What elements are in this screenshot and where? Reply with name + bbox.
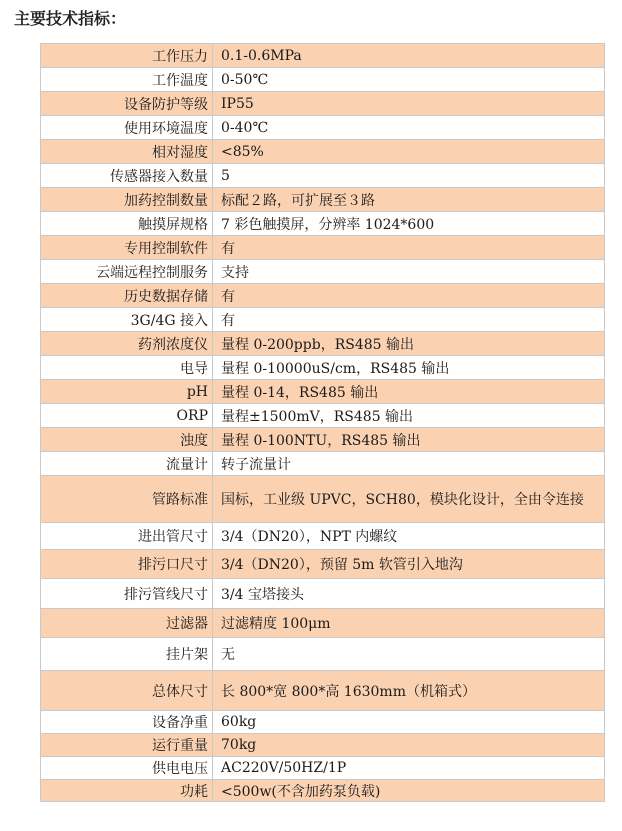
- spec-label: 使用环境温度: [41, 116, 213, 140]
- spec-label: 传感器接入数量: [41, 164, 213, 188]
- spec-label: 供电电压: [41, 757, 213, 780]
- spec-label: 进出管尺寸: [41, 523, 213, 550]
- spec-value: 支持: [213, 260, 605, 284]
- spec-row: [41, 428, 605, 452]
- spec-row: [41, 638, 605, 671]
- spec-row: [41, 404, 605, 428]
- spec-label: 触摸屏规格: [41, 212, 213, 236]
- spec-row: [41, 757, 605, 780]
- spec-value: 7 彩色触摸屏，分辨率 1024*600: [213, 212, 605, 236]
- spec-row: [41, 711, 605, 734]
- spec-label: 工作压力: [41, 44, 213, 68]
- spec-label: 总体尺寸: [41, 671, 213, 711]
- spec-row: [41, 164, 605, 188]
- spec-row: [41, 609, 605, 638]
- spec-row: [41, 734, 605, 757]
- spec-row: [41, 44, 605, 68]
- spec-value: 70kg: [213, 734, 605, 757]
- spec-row: [41, 284, 605, 308]
- spec-value: 0-40℃: [213, 116, 605, 140]
- spec-value: 量程 0-200ppb，RS485 输出: [213, 332, 605, 356]
- spec-value: 过滤精度 100μm: [213, 609, 605, 638]
- spec-label: 功耗: [41, 780, 213, 802]
- spec-value: AC220V/50HZ/1P: [213, 757, 605, 780]
- spec-row: [41, 68, 605, 92]
- spec-row: [41, 380, 605, 404]
- spec-value: 有: [213, 308, 605, 332]
- spec-row: [41, 116, 605, 140]
- spec-value: 60kg: [213, 711, 605, 734]
- spec-value: 有: [213, 284, 605, 308]
- spec-value: 3/4（DN20），NPT 内螺纹: [213, 523, 605, 550]
- spec-label: 排污管线尺寸: [41, 579, 213, 609]
- spec-row: [41, 188, 605, 212]
- spec-value: 0-50℃: [213, 68, 605, 92]
- spec-label: 管路标准: [41, 476, 213, 523]
- section-heading: 主要技术指标：: [14, 9, 127, 28]
- spec-row: [41, 260, 605, 284]
- spec-row: [41, 671, 605, 711]
- spec-row: [41, 550, 605, 579]
- spec-row: [41, 212, 605, 236]
- spec-value: 量程±1500mV，RS485 输出: [213, 404, 605, 428]
- spec-value: <85%: [213, 140, 605, 164]
- spec-table: [40, 43, 605, 802]
- spec-row: [41, 476, 605, 523]
- spec-label: 浊度: [41, 428, 213, 452]
- spec-value: 国标，工业级 UPVC，SCH80，模块化设计，全由令连接: [213, 476, 605, 523]
- spec-label: 工作温度: [41, 68, 213, 92]
- spec-value: 长 800*宽 800*高 1630mm（机箱式）: [213, 671, 605, 711]
- spec-value: IP55: [213, 92, 605, 116]
- spec-row: [41, 308, 605, 332]
- spec-value: 3/4（DN20），预留 5m 软管引入地沟: [213, 550, 605, 579]
- spec-row: [41, 523, 605, 550]
- spec-label: 排污口尺寸: [41, 550, 213, 579]
- spec-label: 电导: [41, 356, 213, 380]
- spec-label: 设备净重: [41, 711, 213, 734]
- spec-value: 5: [213, 164, 605, 188]
- spec-label: 加药控制数量: [41, 188, 213, 212]
- spec-label: pH: [41, 380, 213, 404]
- spec-value: 0.1-0.6MPa: [213, 44, 605, 68]
- spec-label: 运行重量: [41, 734, 213, 757]
- spec-value: 无: [213, 638, 605, 671]
- spec-value: 标配２路，可扩展至３路: [213, 188, 605, 212]
- spec-row: [41, 92, 605, 116]
- spec-table-body: [41, 44, 605, 802]
- spec-row: [41, 140, 605, 164]
- spec-row: [41, 236, 605, 260]
- spec-row: [41, 452, 605, 476]
- spec-label: 专用控制软件: [41, 236, 213, 260]
- spec-value: 量程 0-14，RS485 输出: [213, 380, 605, 404]
- spec-value: <500w(不含加药泵负载): [213, 780, 605, 802]
- spec-value: 量程 0-10000uS/cm，RS485 输出: [213, 356, 605, 380]
- spec-row: [41, 332, 605, 356]
- spec-value: 3/4 宝塔接头: [213, 579, 605, 609]
- spec-label: 历史数据存储: [41, 284, 213, 308]
- spec-label: 药剂浓度仪: [41, 332, 213, 356]
- spec-label: 云端远程控制服务: [41, 260, 213, 284]
- spec-value: 转子流量计: [213, 452, 605, 476]
- spec-label: 3G/4G 接入: [41, 308, 213, 332]
- spec-label: 设备防护等级: [41, 92, 213, 116]
- spec-value: 量程 0-100NTU，RS485 输出: [213, 428, 605, 452]
- spec-label: 过滤器: [41, 609, 213, 638]
- spec-label: ORP: [41, 404, 213, 428]
- spec-row: [41, 780, 605, 802]
- spec-row: [41, 579, 605, 609]
- spec-value: 有: [213, 236, 605, 260]
- spec-row: [41, 356, 605, 380]
- spec-label: 挂片架: [41, 638, 213, 671]
- spec-label: 相对湿度: [41, 140, 213, 164]
- spec-label: 流量计: [41, 452, 213, 476]
